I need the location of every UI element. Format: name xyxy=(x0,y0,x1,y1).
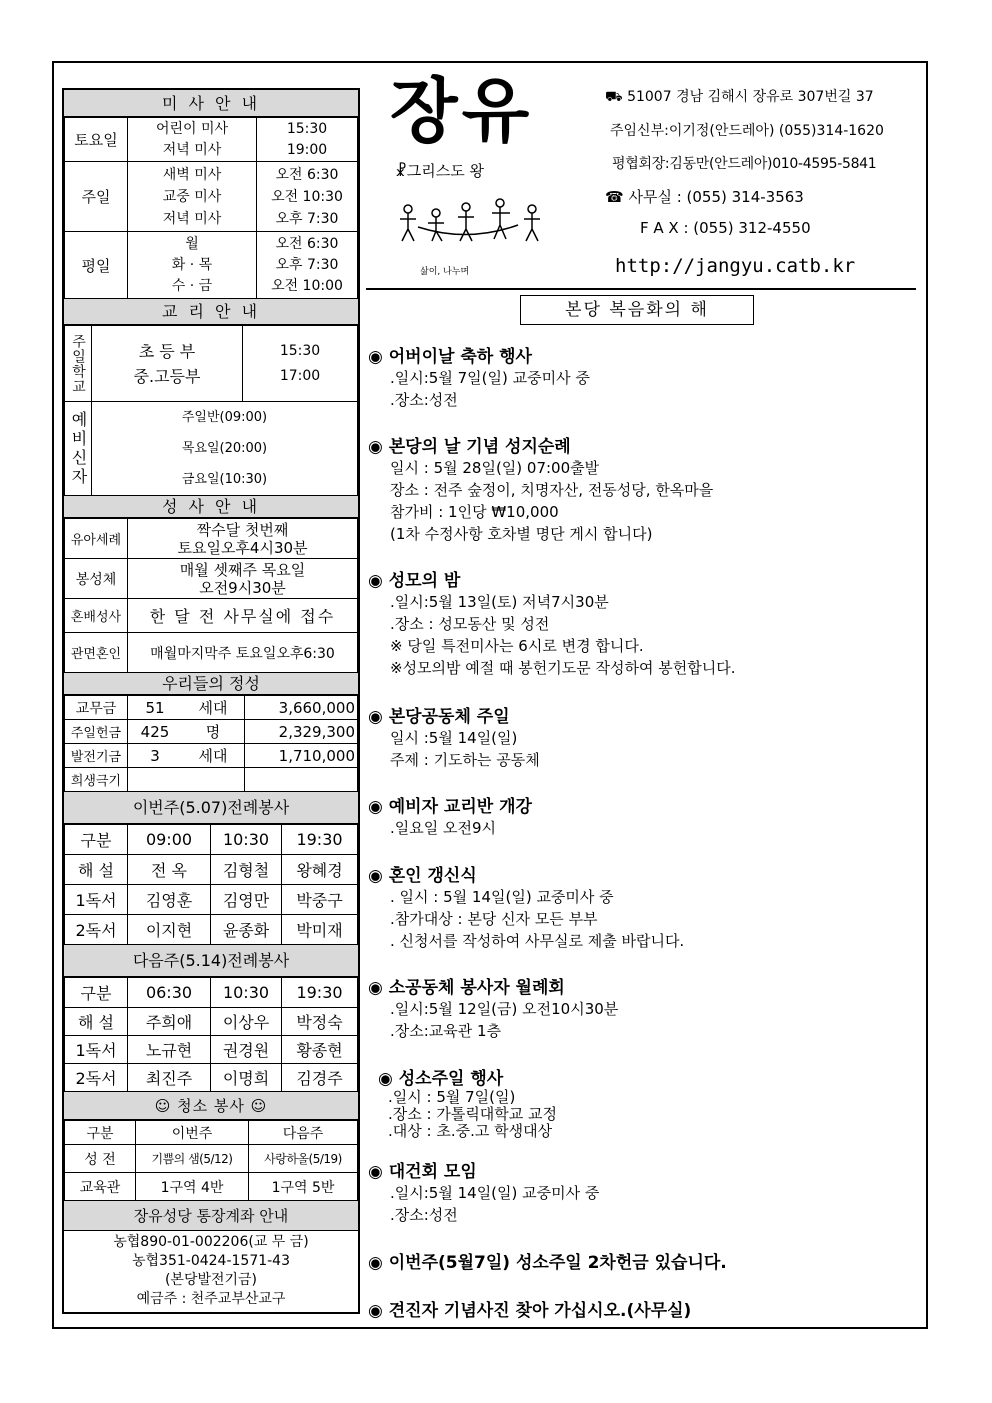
notice-title: ◉ 본당의 날 기념 성지순례 xyxy=(368,437,571,457)
notice-title: ◉ 성소주일 행사 xyxy=(378,1069,504,1089)
sacrament-key: 관면혼인 xyxy=(65,633,128,673)
doctrine-table xyxy=(64,325,358,496)
liturgy-head: 10:30 xyxy=(211,978,282,1008)
pastor-line: 주임신부:이기정(안드레아) (055)314-1620 xyxy=(610,123,884,139)
notice-line: .일요일 오전9시 xyxy=(390,819,497,837)
notice-second-collection xyxy=(368,1248,924,1273)
mass-day: 주일 xyxy=(65,162,128,232)
liturgy-cell: 2독서 xyxy=(65,1064,128,1092)
mass-time: 15:30 xyxy=(286,120,328,137)
doctrine-title: 교 리 안 내 xyxy=(64,299,358,325)
notice-line: .대상 : 초.중.고 학생대상 xyxy=(388,1122,553,1140)
mass-name: 새벽 미사 xyxy=(162,166,222,183)
liturgy-cell: 김경주 xyxy=(282,1064,358,1092)
cat-time: 목요일(20:00) xyxy=(181,441,268,456)
offering-unit: 세대 xyxy=(182,696,245,720)
mass-time: 오전 10:00 xyxy=(271,277,343,294)
notice-line: (1차 수정사항 호차별 명단 게시 합니다) xyxy=(390,525,653,543)
offering-key: 교무금 xyxy=(65,696,128,720)
liturgy-cell: 이명희 xyxy=(211,1064,282,1092)
notice-line: .장소 : 가톨릭대학교 교정 xyxy=(388,1105,558,1123)
notice-line: . 일시 : 5월 14일(일) 교중미사 중 xyxy=(390,888,614,906)
notice-small-community xyxy=(368,973,924,1042)
offering-title: 우리들의 정성 xyxy=(64,673,358,695)
cleaning-cell: 기쁨의 샘(5/12) xyxy=(136,1145,249,1173)
notice-vocation-sunday xyxy=(378,1064,934,1140)
address-line xyxy=(605,86,874,107)
liturgy-cell: 이지현 xyxy=(128,915,211,945)
liturgy-cell: 최진주 xyxy=(128,1064,211,1092)
offering-count xyxy=(128,768,183,792)
notice-title: ◉ 본당공동체 주일 xyxy=(368,707,510,727)
notice-line: .일시:5월 14일(일) 교중미사 중 xyxy=(390,1184,600,1202)
liturgy-cell: 노규현 xyxy=(128,1036,211,1064)
year-theme: 본당 복음화의 해 xyxy=(520,295,754,325)
liturgy-next-title: 다음주(5.14)전례봉사 xyxy=(64,945,358,977)
notice-line: 참가비 : 1인당 ₩10,000 xyxy=(390,503,559,521)
school-time: 15:30 xyxy=(279,342,321,359)
liturgy-cell: 권경원 xyxy=(211,1036,282,1064)
mass-time: 오후 7:30 xyxy=(275,256,339,273)
account-line: (본당발전기금) xyxy=(164,1272,258,1288)
sacrament-key: 혼배성사 xyxy=(65,599,128,633)
office-text: 사무실 : (055) 314-3563 xyxy=(628,188,804,206)
cleaning-cell: 교육관 xyxy=(65,1173,136,1201)
liturgy-cell: 왕혜경 xyxy=(282,855,358,885)
cleaning-cell: 1구역 4반 xyxy=(136,1173,249,1201)
notice-line: .장소:성전 xyxy=(390,1206,458,1224)
notice-title: ◉ 어버이날 축하 행사 xyxy=(368,347,532,367)
liturgy-head: 구분 xyxy=(65,825,128,855)
notice-title: ◉ 혼인 갱신식 xyxy=(368,866,477,886)
mass-time: 오전 6:30 xyxy=(275,235,339,252)
liturgy-cell: 박미재 xyxy=(282,915,358,945)
account-line: 농협890-01-002206(교 무 금) xyxy=(113,1234,309,1250)
website-link[interactable]: http://jangyu.catb.kr xyxy=(615,255,856,277)
liturgy-this-title: 이번주(5.07)전례봉사 xyxy=(64,792,358,824)
mass-time: 오전 10:30 xyxy=(271,188,343,205)
account-box xyxy=(64,1231,358,1312)
community-illustration xyxy=(388,195,558,265)
sacrament-table xyxy=(64,518,358,673)
notice-line: .장소:성전 xyxy=(390,391,458,409)
liturgy-head: 19:30 xyxy=(282,978,358,1008)
cleaning-cell: 1구역 5반 xyxy=(249,1173,358,1201)
cleaning-head: 다음주 xyxy=(249,1121,358,1145)
offering-count: 51 xyxy=(128,696,183,720)
offering-amount: 3,660,000 xyxy=(245,696,358,720)
catechumen-label: 예비신자 xyxy=(69,410,88,487)
mass-name: 수 · 금 xyxy=(171,277,213,294)
offering-table xyxy=(64,695,358,792)
notice-line: ※ 당일 특전미사는 6시로 변경 합니다. xyxy=(390,637,644,655)
notice-pilgrimage xyxy=(368,432,924,545)
offering-key: 주일헌금 xyxy=(65,720,128,744)
liturgy-cell: 1독서 xyxy=(65,885,128,915)
notice-confirmation-photo xyxy=(368,1296,924,1321)
mass-table xyxy=(64,117,358,299)
liturgy-this-table xyxy=(64,824,358,945)
notice-line: .일시:5월 13일(토) 저녁7시30분 xyxy=(390,593,609,611)
notice-line: .참가대상 : 본당 신자 모든 부부 xyxy=(390,910,598,928)
liturgy-cell: 윤종화 xyxy=(211,915,282,945)
school-name: 초 등 부 xyxy=(138,341,196,361)
school-time: 17:00 xyxy=(279,367,321,384)
liturgy-cell: 해 설 xyxy=(65,855,128,885)
liturgy-cell: 전 옥 xyxy=(128,855,211,885)
offering-amount: 1,710,000 xyxy=(245,744,358,768)
cleaning-title: ☺ 청소 봉사 ☺ xyxy=(64,1092,358,1120)
address-text: 51007 경남 김해시 장유로 307번길 37 xyxy=(627,89,874,105)
notice-marriage-renewal xyxy=(368,861,924,952)
school-label: 주일학교 xyxy=(70,333,86,394)
notice-title: ◉ 대건회 모임 xyxy=(368,1162,477,1182)
notice-daegeon-meeting xyxy=(368,1157,924,1226)
offering-unit: 세대 xyxy=(182,744,245,768)
liturgy-cell: 이상우 xyxy=(211,1008,282,1036)
sacrament-key: 봉성체 xyxy=(65,559,128,599)
liturgy-head: 구분 xyxy=(65,978,128,1008)
liturgy-head: 09:00 xyxy=(128,825,211,855)
mass-time: 19:00 xyxy=(286,141,328,158)
account-line: 농협351-0424-1571-43 xyxy=(132,1253,290,1269)
liturgy-cell: 해 설 xyxy=(65,1008,128,1036)
notice-title: ◉ 예비자 교리반 개강 xyxy=(368,797,532,817)
liturgy-cell: 박중구 xyxy=(282,885,358,915)
notice-line: 주제 : 기도하는 공동체 xyxy=(390,751,540,769)
liturgy-head: 10:30 xyxy=(211,825,282,855)
account-line: 예금주 : 천주교부산교구 xyxy=(136,1291,286,1307)
cleaning-table xyxy=(64,1120,358,1201)
mass-time: 오전 6:30 xyxy=(275,166,339,183)
offering-key: 희생극기 xyxy=(65,768,128,792)
council-line: 평협회장:김동만(안드레아)010-4595-5841 xyxy=(612,156,877,172)
sacrament-value: 한 달 전 사무실에 접수 xyxy=(128,599,358,633)
liturgy-cell: 김형철 xyxy=(211,855,282,885)
notice-line: 일시 : 5월 28일(일) 07:00출발 xyxy=(390,459,600,477)
liturgy-cell: 주희애 xyxy=(128,1008,211,1036)
notice-line: .일시 : 5월 7일(일) xyxy=(388,1088,516,1106)
cleaning-head: 이번주 xyxy=(136,1121,249,1145)
cat-time: 주일반(09:00) xyxy=(181,410,268,425)
liturgy-cell: 황종현 xyxy=(282,1036,358,1064)
offering-count: 3 xyxy=(128,744,183,768)
sacrament-value: 짝수달 첫번째 토요일오후4시30분 xyxy=(128,519,358,559)
notice-line: .장소 : 성모동산 및 성전 xyxy=(390,615,550,633)
notice-line: 장소 : 전주 숲정이, 치명자산, 전동성당, 한옥마을 xyxy=(390,481,714,499)
cleaning-cell: 성 전 xyxy=(65,1145,136,1173)
liturgy-cell: 1독서 xyxy=(65,1036,128,1064)
offering-amount: 2,329,300 xyxy=(245,720,358,744)
liturgy-cell: 박정숙 xyxy=(282,1008,358,1036)
mass-name: 월 xyxy=(185,235,199,252)
mass-name: 저녁 미사 xyxy=(162,141,222,158)
mass-day: 평일 xyxy=(65,232,128,299)
fax-line: F A X : (055) 312-4550 xyxy=(640,219,811,237)
notice-catechumen-class xyxy=(368,792,924,839)
liturgy-next-table xyxy=(64,977,358,1092)
mass-name: 화 · 목 xyxy=(171,256,213,273)
offering-count: 425 xyxy=(128,720,183,744)
cleaning-cell: 사랑하올(5/19) xyxy=(249,1145,358,1173)
phone-icon: ☎ xyxy=(605,188,624,206)
sacrament-title: 성 사 안 내 xyxy=(64,496,358,518)
sacrament-value: 매월 셋째주 목요일 오전9시30분 xyxy=(128,559,358,599)
mass-time: 오후 7:30 xyxy=(275,210,339,227)
notice-line: .일시:5월 12일(금) 오전10시30분 xyxy=(390,1000,619,1018)
header-divider xyxy=(366,288,916,290)
logo-caption: 삶이, 나누며 xyxy=(420,267,470,277)
truck-icon: ⛟ xyxy=(605,89,623,105)
logo-text: 장유 xyxy=(390,69,534,152)
account-title: 장유성당 통장계좌 안내 xyxy=(64,1201,358,1231)
offering-amount xyxy=(245,768,358,792)
notice-parents-day xyxy=(368,342,924,411)
office-line xyxy=(605,186,804,207)
mass-name: 교중 미사 xyxy=(162,188,222,205)
left-column xyxy=(62,88,360,1314)
offering-key: 발전기금 xyxy=(65,744,128,768)
notice-line: ※성모의밤 예절 때 봉헌기도문 작성하여 봉헌합니다. xyxy=(390,659,736,677)
logo-subtitle: ☧그리스도 왕 xyxy=(395,162,484,180)
liturgy-head: 19:30 xyxy=(282,825,358,855)
liturgy-head: 06:30 xyxy=(128,978,211,1008)
notice-title: ◉ 이번주(5월7일) 성소주일 2차헌금 있습니다. xyxy=(368,1253,727,1273)
notice-title: ◉ 소공동체 봉사자 월례회 xyxy=(368,978,565,998)
sacrament-value: 매월마지막주 토요일오후6:30 xyxy=(128,633,358,673)
notice-line: . 신청서를 작성하여 사무실로 제출 바랍니다. xyxy=(390,932,685,950)
offering-unit: 명 xyxy=(182,720,245,744)
notice-title: ◉ 성모의 밤 xyxy=(368,571,461,591)
notice-line: 일시 :5월 14일(일) xyxy=(390,729,518,747)
school-name: 중.고등부 xyxy=(133,366,201,386)
mass-title: 미 사 안 내 xyxy=(64,90,358,117)
sacrament-key: 유아세례 xyxy=(65,519,128,559)
mass-name: 어린이 미사 xyxy=(155,120,229,137)
notice-line: .일시:5월 7일(일) 교중미사 중 xyxy=(390,369,590,387)
mass-day: 토요일 xyxy=(65,118,128,162)
notice-line: .장소:교육관 1층 xyxy=(390,1022,502,1040)
liturgy-cell: 김영만 xyxy=(211,885,282,915)
notice-title: ◉ 견진자 기념사진 찾아 가십시오.(사무실) xyxy=(368,1301,692,1321)
offering-unit xyxy=(182,768,245,792)
liturgy-cell: 2독서 xyxy=(65,915,128,945)
cat-time: 금요일(10:30) xyxy=(181,472,268,487)
notice-community-sunday xyxy=(368,702,924,771)
liturgy-cell: 김영훈 xyxy=(128,885,211,915)
notice-marian-night xyxy=(368,566,924,679)
mass-name: 저녁 미사 xyxy=(162,210,222,227)
cleaning-head: 구분 xyxy=(65,1121,136,1145)
